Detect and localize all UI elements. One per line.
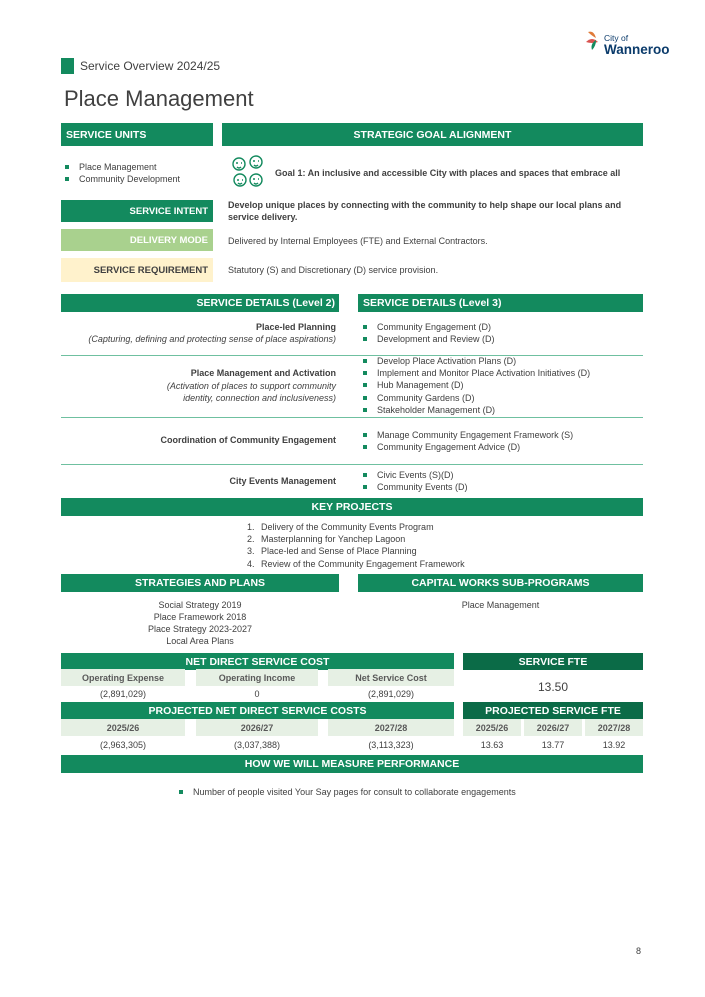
- list-item: Community Gardens (D): [361, 392, 641, 404]
- goal-text: Goal 1: An inclusive and accessible City with places and spaces that embrace all: [275, 168, 621, 178]
- key-projects-list: [247, 521, 465, 570]
- row-divider: [61, 464, 643, 465]
- detail-row-desc: (Capturing, defining and protecting sense of place aspirations): [88, 334, 336, 344]
- list-item: Place Strategy 2023-2027: [147, 624, 253, 634]
- net-cost-value: (2,891,029): [99, 689, 147, 699]
- projected-cost-value: (3,113,323): [368, 740, 414, 750]
- projected-fte-header: PROJECTED SERVICE FTE: [463, 702, 643, 719]
- service-units-list: [63, 161, 213, 185]
- list-item: 4. Review of the Community Engagement Framework: [247, 558, 465, 569]
- community-people-icon: [228, 154, 268, 190]
- list-item: 2. Masterplanning for Yanchep Lagoon: [247, 534, 406, 545]
- projected-cost-col-header: 2027/28: [328, 719, 454, 736]
- strategic-goal-header: STRATEGIC GOAL ALIGNMENT: [222, 123, 643, 146]
- overview-label: Service Overview 2024/25: [80, 59, 221, 73]
- list-item: Civic Events (S)(D): [361, 469, 641, 481]
- service-fte-header: SERVICE FTE: [463, 653, 643, 670]
- service-fte-value: 13.50: [537, 680, 569, 694]
- delivery-mode-label: DELIVERY MODE: [61, 229, 213, 251]
- net-cost-header: NET DIRECT SERVICE COST: [61, 653, 454, 670]
- list-item: Number of people visited Your Say pages for consult to collaborate engagements: [177, 786, 597, 798]
- strategies-list: [61, 599, 339, 647]
- page-title: Place Management: [64, 86, 254, 111]
- projected-cost-col-header: 2025/26: [61, 719, 185, 736]
- list-item: Community Development: [63, 173, 213, 185]
- detail-row-items: [361, 355, 641, 416]
- detail-row-title: Coordination of Community Engagement: [160, 435, 336, 445]
- service-intent-text: Develop unique places by connecting with the community to help shape our local plans and service delivery.: [228, 200, 622, 222]
- projected-cost-value: (3,037,388): [233, 740, 281, 750]
- city-logo: [584, 28, 674, 62]
- key-projects-header: KEY PROJECTS: [61, 498, 643, 516]
- strategies-header: STRATEGIES AND PLANS: [61, 574, 339, 592]
- list-item: 1. Delivery of the Community Events Program: [247, 522, 434, 532]
- net-cost-col-header: Operating Income: [196, 669, 318, 686]
- list-item: Development and Review (D): [361, 333, 641, 345]
- delivery-mode-text: Delivered by Internal Employees (FTE) and External Contractors.: [228, 236, 488, 246]
- net-cost-value: (2,891,029): [367, 689, 415, 699]
- service-intent-label: SERVICE INTENT: [61, 200, 213, 222]
- list-item: Local Area Plans: [166, 636, 234, 646]
- detail-row-items: [361, 321, 641, 345]
- projected-cost-col-header: 2026/27: [196, 719, 318, 736]
- detail-row-title: Place Management and Activation: [190, 368, 336, 378]
- detail-row-items: [361, 429, 641, 453]
- service-details-l3-header: SERVICE DETAILS (Level 3): [358, 294, 643, 312]
- logo-big-text: Wanneroo: [604, 42, 670, 57]
- list-item: Place Management: [63, 161, 213, 173]
- list-item: Place Framework 2018: [153, 612, 247, 622]
- performance-header: HOW WE WILL MEASURE PERFORMANCE: [61, 755, 643, 773]
- service-units-header: SERVICE UNITS: [61, 123, 213, 146]
- performance-list: [177, 786, 597, 798]
- projected-fte-col-header: 2025/26: [463, 719, 521, 736]
- detail-row-desc: (Activation of places to support community identity, connection and inclusiveness): [166, 381, 336, 404]
- service-requirement-label: SERVICE REQUIREMENT: [61, 258, 213, 282]
- net-cost-col-header: Operating Expense: [61, 669, 185, 686]
- net-cost-value: 0: [254, 689, 260, 699]
- logo-small-text: City of: [604, 33, 629, 43]
- list-item: Stakeholder Management (D): [361, 404, 641, 416]
- projected-fte-value: 13.77: [541, 740, 565, 750]
- projected-cost-header: PROJECTED NET DIRECT SERVICE COSTS: [61, 702, 454, 719]
- projected-cost-value: (2,963,305): [99, 740, 147, 750]
- detail-row-title: City Events Management: [229, 476, 336, 486]
- projected-fte-value: 13.92: [602, 740, 626, 750]
- detail-row-items: [361, 469, 641, 493]
- capital-works-header: CAPITAL WORKS SUB-PROGRAMS: [358, 574, 643, 592]
- list-item: Develop Place Activation Plans (D): [361, 355, 641, 367]
- detail-row-title: Place-led Planning: [255, 322, 336, 332]
- list-item: Implement and Monitor Place Activation Initiatives (D): [361, 367, 641, 379]
- list-item: Hub Management (D): [361, 379, 641, 391]
- list-item: Community Events (D): [361, 481, 641, 493]
- list-item: Manage Community Engagement Framework (S): [361, 429, 641, 441]
- list-item: Community Engagement (D): [361, 321, 641, 333]
- logo-emblem-icon: [584, 30, 604, 52]
- list-item: 3. Place-led and Sense of Place Planning: [247, 546, 417, 557]
- page-number: 8: [636, 946, 642, 956]
- projected-fte-value: 13.63: [480, 740, 504, 750]
- list-item: Community Engagement Advice (D): [361, 441, 641, 453]
- service-requirement-text: Statutory (S) and Discretionary (D) service provision.: [228, 265, 439, 275]
- projected-fte-col-header: 2027/28: [585, 719, 643, 736]
- list-item: Place Management: [461, 600, 540, 610]
- service-details-l2-header: SERVICE DETAILS (Level 2): [61, 294, 339, 312]
- projected-fte-col-header: 2026/27: [524, 719, 582, 736]
- section-marker: [61, 58, 74, 74]
- row-divider: [61, 417, 643, 418]
- list-item: Social Strategy 2019: [158, 600, 242, 610]
- capital-works-list: [358, 599, 643, 611]
- net-cost-col-header: Net Service Cost: [328, 669, 454, 686]
